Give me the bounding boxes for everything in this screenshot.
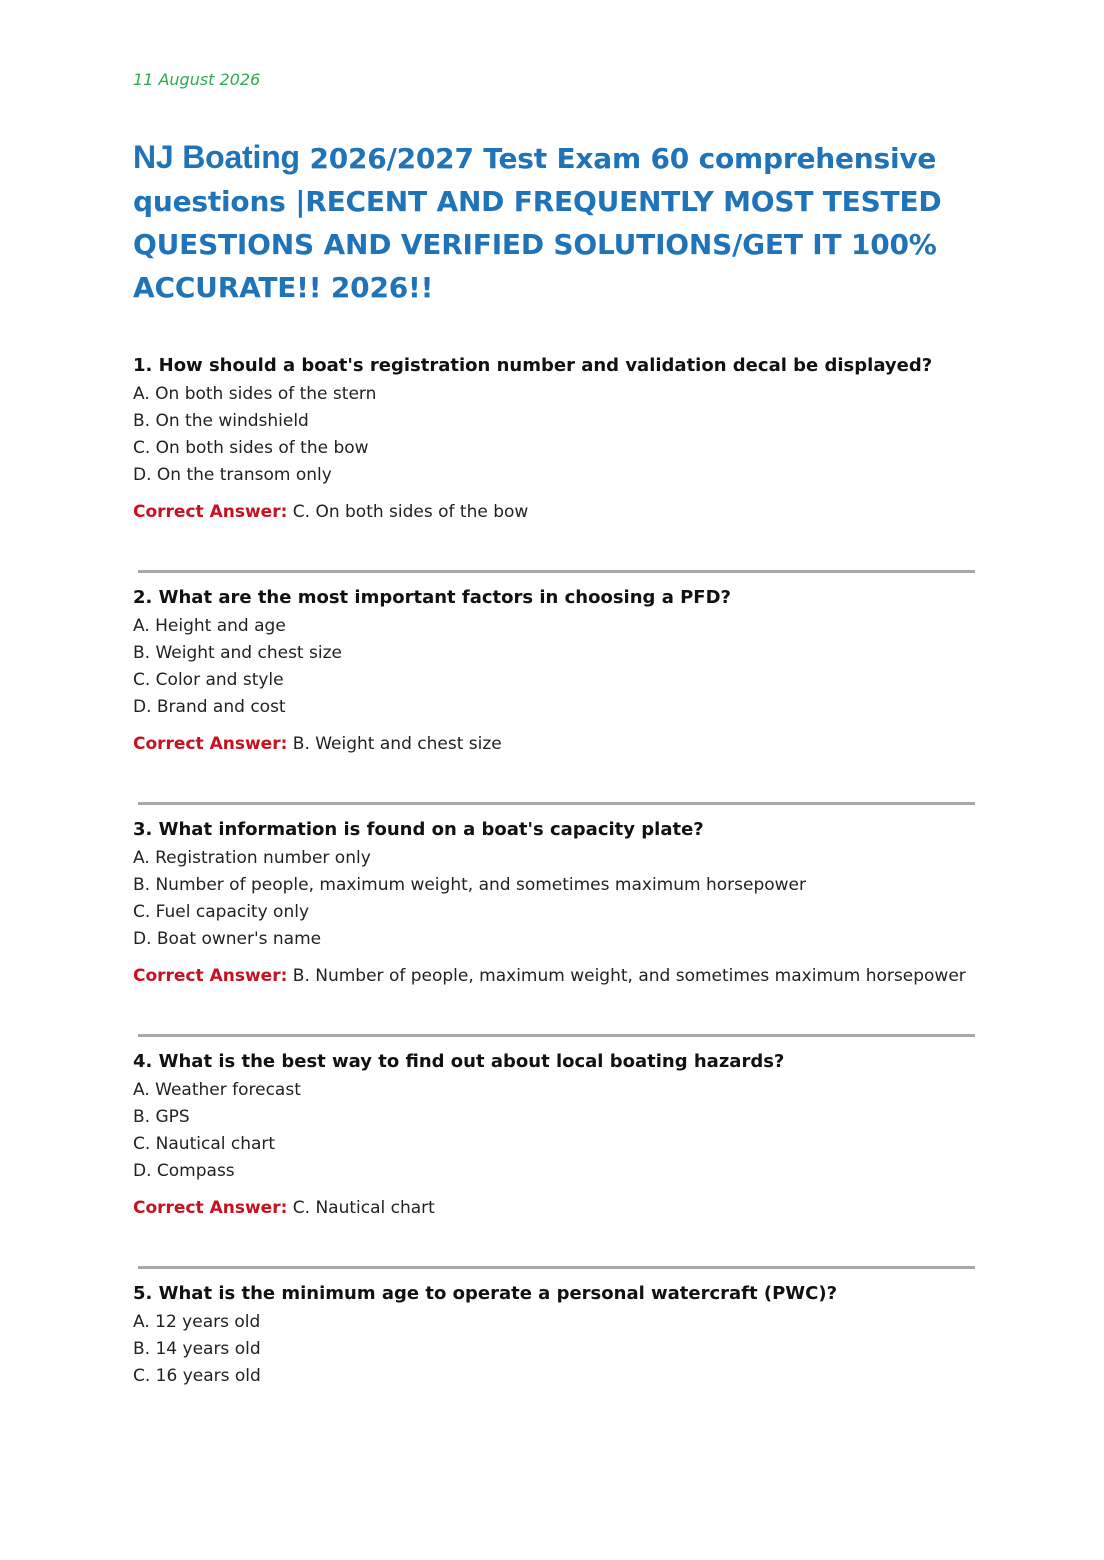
correct-answer (133, 963, 975, 989)
correct-answer-label: Correct Answer: (133, 1198, 288, 1218)
option-d: D. Brand and cost (133, 697, 286, 717)
option-list (133, 1309, 975, 1390)
correct-answer-value: B. Number of people, maximum weight, and sometimes maximum horsepower (287, 966, 966, 986)
question-text: 2. What are the most important factors in choosing a PFD? (133, 587, 731, 608)
question-text: 3. What information is found on a boat's capacity plate? (133, 819, 704, 840)
divider (138, 1034, 975, 1037)
title-rest: 2026/2027 Test Exam 60 comprehensive questions |RECENT AND FREQUENTLY MOST TESTED QUESTIONS AND VERIFIED SOLUTIONS/GET IT 100% ACCURATE!! 2026!! (133, 142, 942, 304)
title-lead: NJ Boating (133, 139, 300, 175)
question-2 (133, 585, 975, 757)
option-b: B. Number of people, maximum weight, and sometimes maximum horsepower (133, 875, 806, 895)
option-a: A. 12 years old (133, 1312, 261, 1332)
correct-answer (133, 499, 975, 525)
option-c: C. 16 years old (133, 1366, 261, 1386)
option-d: D. Boat owner's name (133, 929, 322, 949)
option-c: C. Nautical chart (133, 1134, 276, 1154)
question-5 (133, 1281, 975, 1390)
option-a: A. Height and age (133, 616, 286, 636)
option-b: B. On the windshield (133, 411, 309, 431)
correct-answer-label: Correct Answer: (133, 502, 288, 522)
document-page (133, 70, 975, 1390)
option-a: A. Registration number only (133, 848, 371, 868)
correct-answer-value: B. Weight and chest size (287, 734, 502, 754)
option-a: A. On both sides of the stern (133, 384, 377, 404)
question-3 (133, 817, 975, 989)
option-list (133, 381, 975, 489)
divider (138, 570, 975, 573)
correct-answer-label: Correct Answer: (133, 966, 288, 986)
option-a: A. Weather forecast (133, 1080, 301, 1100)
option-b: B. Weight and chest size (133, 643, 342, 663)
correct-answer-value: C. On both sides of the bow (287, 502, 529, 522)
divider (138, 802, 975, 805)
correct-answer-value: C. Nautical chart (287, 1198, 435, 1218)
option-c: C. Color and style (133, 670, 284, 690)
option-d: D. On the transom only (133, 465, 332, 485)
question-1 (133, 353, 975, 525)
question-text: 1. How should a boat's registration number and validation decal be displayed? (133, 355, 933, 376)
correct-answer (133, 1195, 975, 1221)
option-c: C. Fuel capacity only (133, 902, 310, 922)
document-title (133, 136, 975, 309)
question-text: 5. What is the minimum age to operate a personal watercraft (PWC)? (133, 1283, 838, 1304)
option-list (133, 1077, 975, 1185)
correct-answer-label: Correct Answer: (133, 734, 288, 754)
option-b: B. GPS (133, 1107, 190, 1127)
option-list (133, 613, 975, 721)
divider (138, 1266, 975, 1269)
correct-answer (133, 731, 975, 757)
option-c: C. On both sides of the bow (133, 438, 369, 458)
question-text: 4. What is the best way to find out about local boating hazards? (133, 1051, 785, 1072)
option-list (133, 845, 975, 953)
question-4 (133, 1049, 975, 1221)
document-date: 11 August 2026 (133, 70, 261, 89)
option-d: D. Compass (133, 1161, 235, 1181)
option-b: B. 14 years old (133, 1339, 261, 1359)
